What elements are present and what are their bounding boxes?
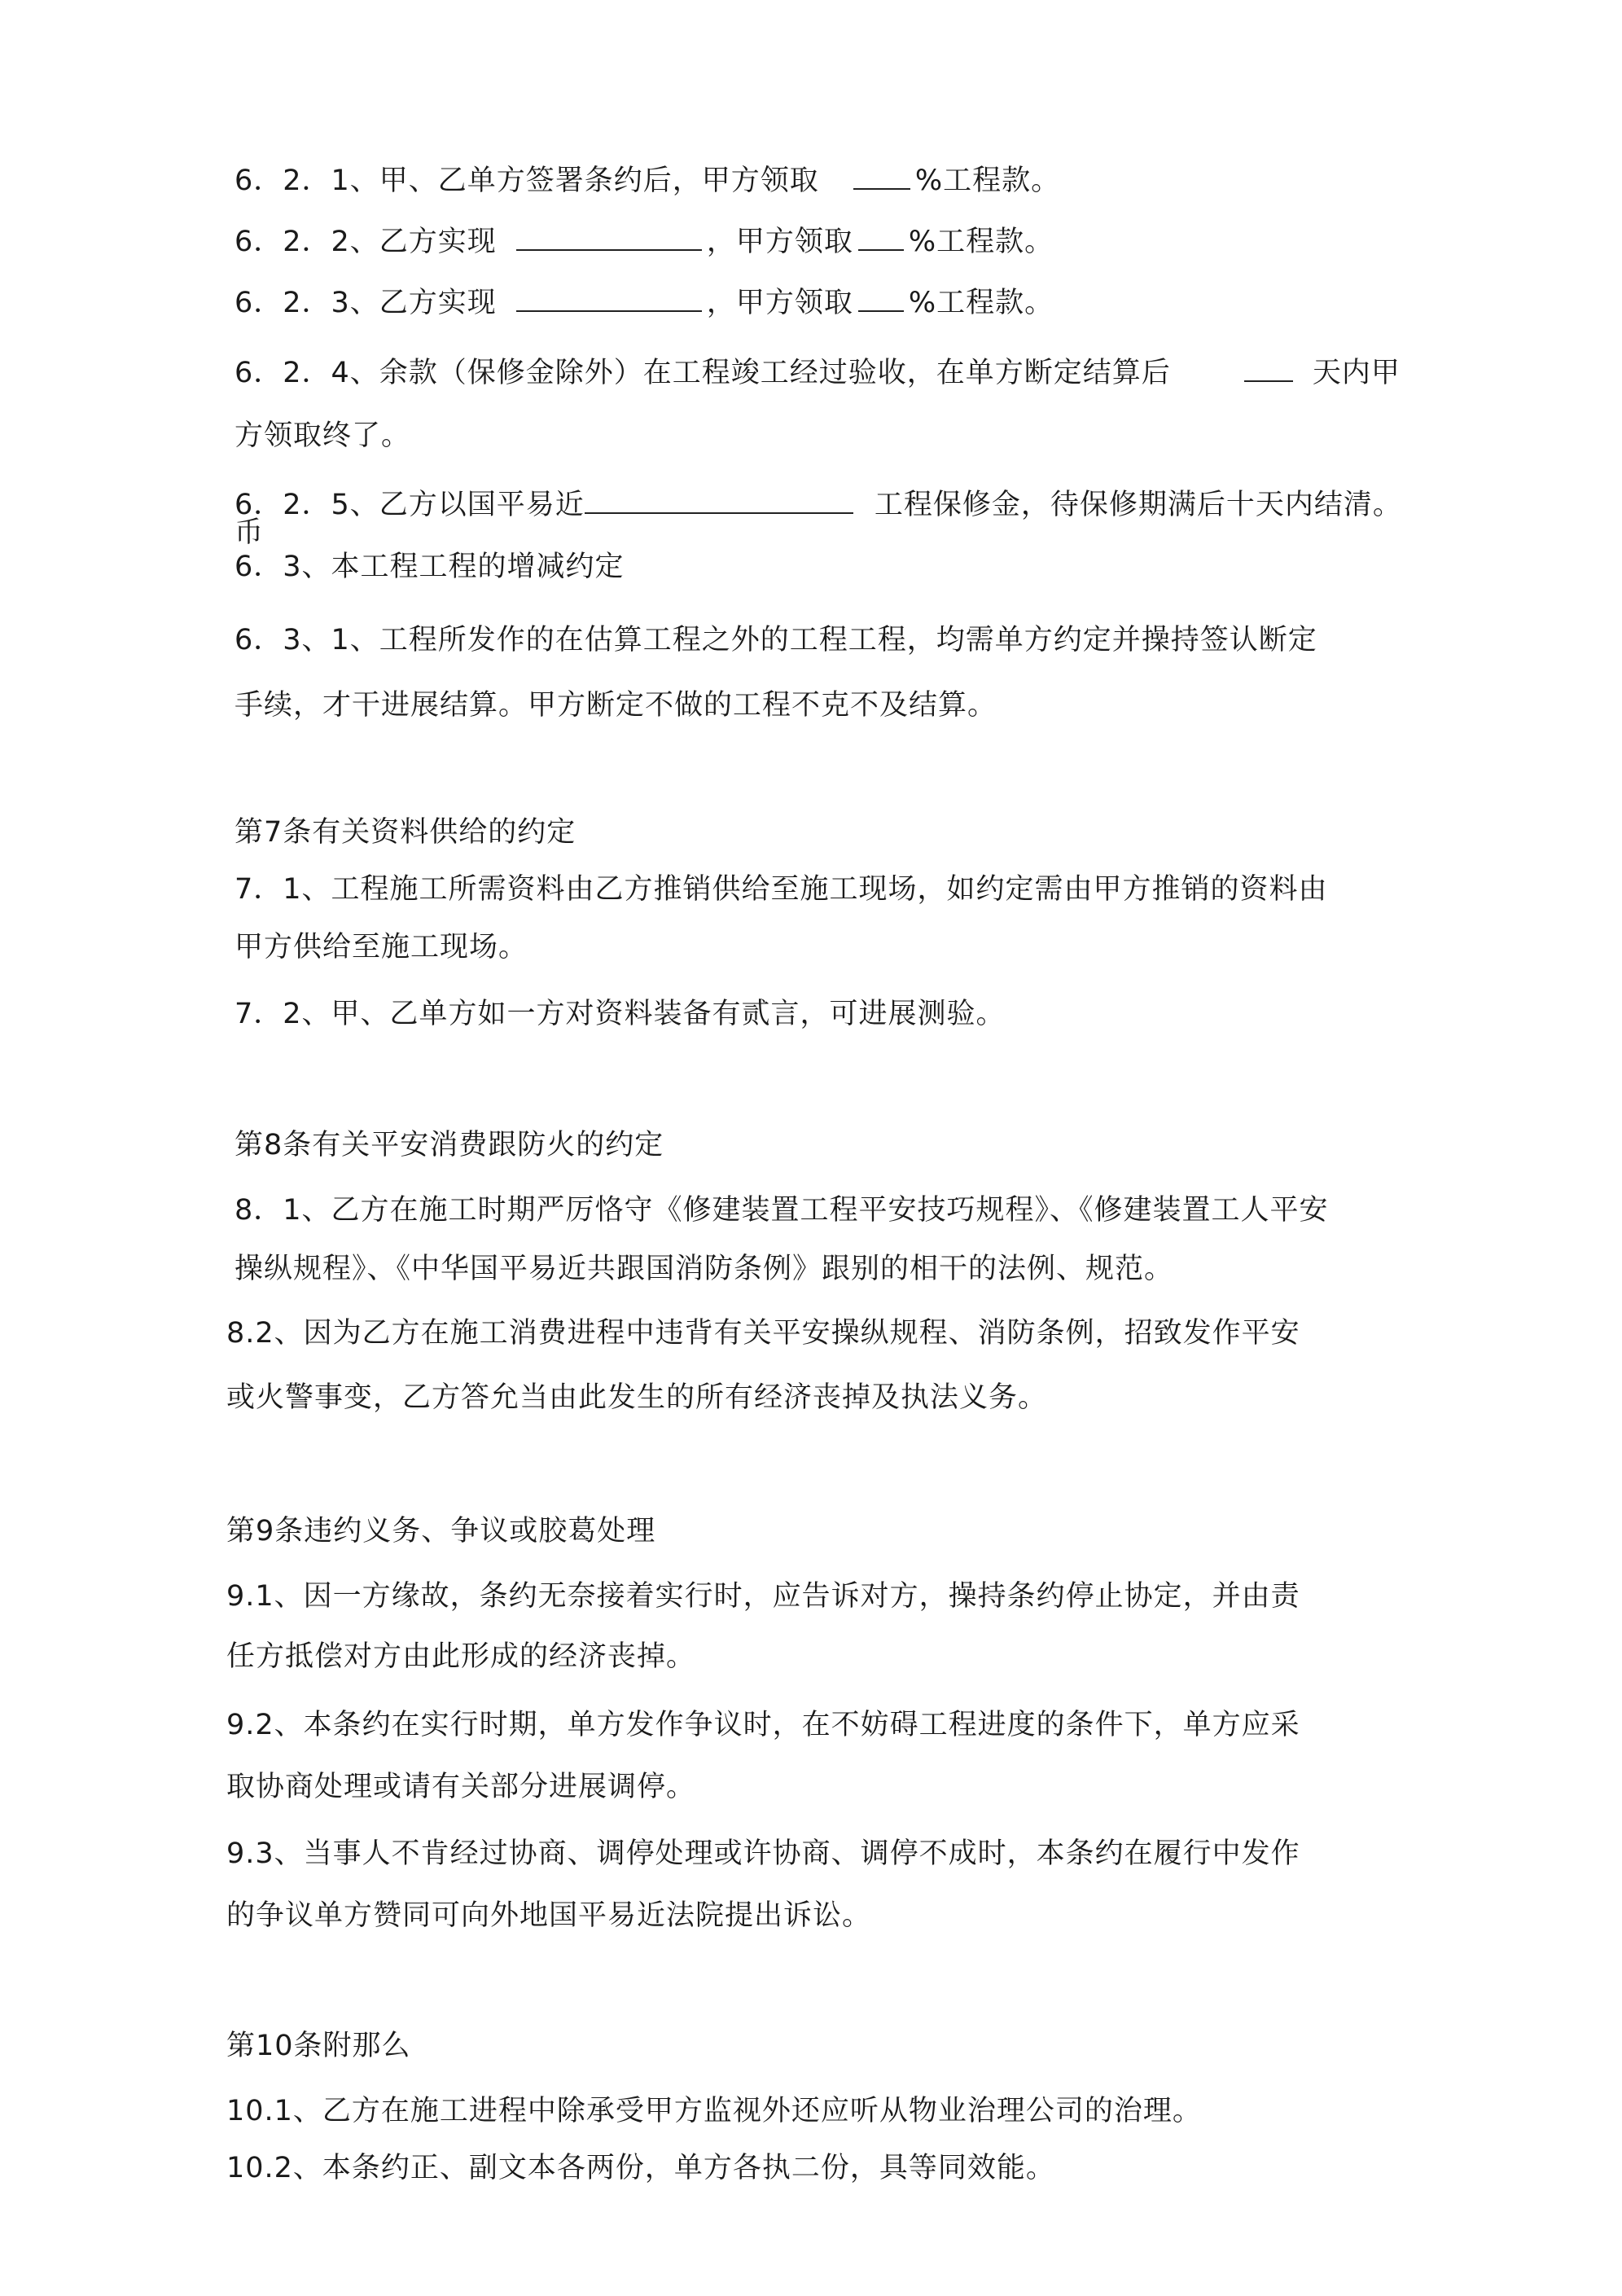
blank-field (853, 164, 910, 190)
clause-7-2: 7．2、甲、乙单方如一方对资料装备有贰言，可进展测验。 (235, 998, 1006, 1030)
clause-9-3: 9.3、当事人不肯经过协商、调停处理或许协商、调停不成时，本条约在履行中发作 (226, 1837, 1300, 1870)
clause-6-2-4: 6．2．4、余款（保修金除外）在工程竣工经过验收，在单方断定结算后 天内甲 (235, 357, 1401, 389)
clause-8-2-cont: 或火警事变，乙方答允当由此发生的所有经济丧掉及执法义务。 (226, 1381, 1048, 1414)
clause-7-1-cont: 甲方供给至施工现场。 (235, 931, 528, 964)
clause-9-1: 9.1、因一方缘故，条约无奈接着实行时，应告诉对方，操持条约停止协定，并由责 (226, 1580, 1300, 1613)
article-10-heading: 第10条附那么 (226, 2030, 411, 2062)
clause-6-3-1: 6．3、1、工程所发作的在估算工程之外的工程工程，均需单方约定并操持签认断定 (235, 624, 1317, 656)
clause-6-2-3: 6．2．3、乙方实现 ，甲方领取 %工程款。 (235, 287, 1054, 319)
clause-8-2: 8.2、因为乙方在施工消费进程中违背有关平安操纵规程、消防条例，招致发作平安 (226, 1317, 1300, 1350)
clause-9-2: 9.2、本条约在实行时期，单方发作争议时，在不妨碍工程进度的条件下，单方应采 (226, 1709, 1300, 1741)
blank-field (516, 286, 702, 312)
blank-field (585, 488, 853, 514)
blank-field (858, 286, 904, 312)
clause-6-2-1: 6．2．1、甲、乙单方签署条约后，甲方领取 %工程款。 (235, 165, 1061, 197)
clause-10-1: 10.1、乙方在施工进程中除承受甲方监视外还应听从物业治理公司的治理。 (226, 2095, 1202, 2127)
clause-6-3-1-cont: 手续，才干进展结算。甲方断定不做的工程不克不及结算。 (235, 689, 997, 722)
clause-7-1: 7．1、工程施工所需资料由乙方推销供给至施工现场，如约定需由甲方推销的资料由 (235, 873, 1328, 906)
clause-10-2: 10.2、本条约正、副文本各两份，单方各执二份，具等同效能。 (226, 2152, 1055, 2184)
clause-6-2-5: 6．2．5、乙方以国平易近 工程保修金，待保修期满后十天内结清。 (235, 489, 1402, 521)
clause-6-2-4-cont: 方领取终了。 (235, 419, 411, 452)
clause-6-2-2: 6．2．2、乙方实现 ，甲方领取 %工程款。 (235, 226, 1054, 258)
clause-8-1-cont: 操纵规程》、《中华国平易近共跟国消防条例》跟别的相干的法例、规范。 (235, 1253, 1174, 1285)
article-7-heading: 第7条有关资料供给的约定 (235, 816, 576, 849)
clause-9-3-cont: 的争议单方赞同可向外地国平易近法院提出诉讼。 (226, 1899, 872, 1932)
blank-field (858, 225, 904, 251)
blank-field (1244, 356, 1293, 382)
article-9-heading: 第9条违约义务、争议或胶葛处理 (226, 1515, 656, 1547)
clause-9-2-cont: 取协商处理或请有关部分进展调停。 (226, 1771, 696, 1803)
clause-9-1-cont: 任方抵偿对方由此形成的经济丧掉。 (226, 1640, 696, 1673)
currency-note: 币 (235, 516, 265, 549)
clause-8-1: 8．1、乙方在施工时期严厉恪守《修建装置工程平安技巧规程》、《修建装置工人平安 (235, 1194, 1329, 1227)
clause-6-3: 6．3、本工程工程的增减约定 (235, 551, 625, 583)
article-8-heading: 第8条有关平安消费跟防火的约定 (235, 1129, 664, 1161)
blank-field (516, 225, 702, 251)
